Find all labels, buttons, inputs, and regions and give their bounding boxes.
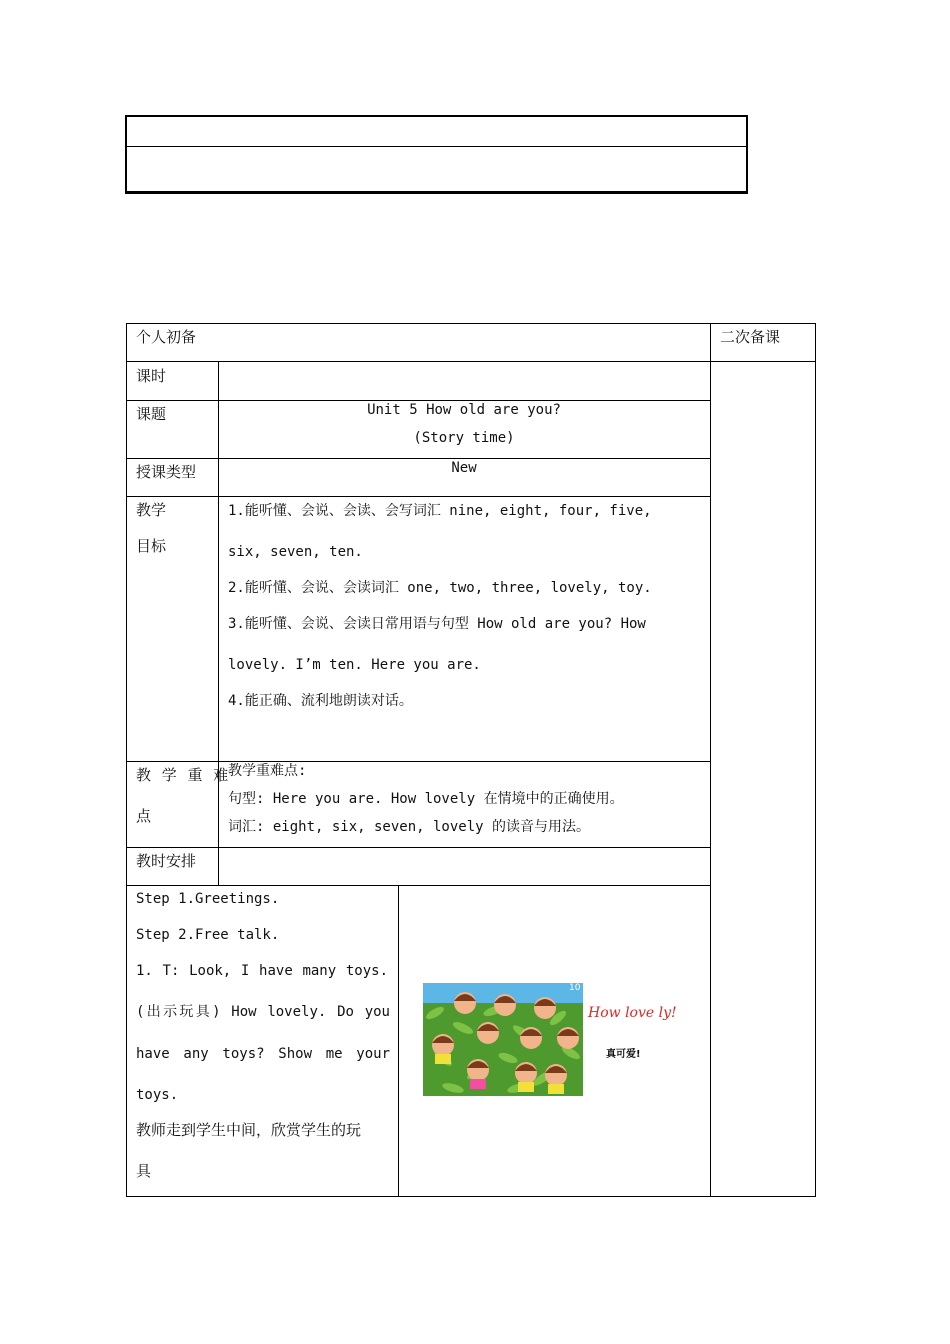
step-line: toys. (136, 1087, 179, 1103)
topic-subtitle: (Story time) (413, 430, 515, 446)
objectives-label: 教学 (136, 501, 167, 519)
objectives-label: 目标 (136, 537, 167, 555)
step-line: (出示玩具) How lovely. Do you (136, 1004, 390, 1020)
kids-illustration (423, 983, 583, 1096)
key-point-line: 词汇: eight, six, seven, lovely 的读音与用法。 (228, 819, 591, 835)
grid-line (126, 361, 816, 362)
grid-line (398, 885, 399, 1197)
column-header-initial-prep: 个人初备 (136, 328, 197, 346)
objective-line: 1.能听懂、会说、会读、会写词汇 nine, eight, four, five, (228, 503, 652, 519)
lesson-time-label: 课时 (136, 367, 167, 385)
caption-chinese: 真可爱! (606, 1049, 641, 1060)
objective-line: six, seven, ten. (228, 544, 363, 560)
key-points-label: 教 学 重 难 (136, 766, 232, 784)
step-line: 1. T: Look, I have many toys. (136, 963, 388, 979)
column-header-second-prep: 二次备课 (720, 328, 781, 346)
step-line: Step 2.Free talk. (136, 927, 280, 943)
step-line: 具 (136, 1162, 152, 1180)
objective-line: 3.能听懂、会说、会读日常用语与句型 How old are you? How (228, 616, 646, 632)
objective-line: 4.能正确、流利地朗读对话。 (228, 693, 413, 709)
objective-line: lovely. I’m ten. Here you are. (228, 657, 481, 673)
step-line: Step 1.Greetings. (136, 891, 280, 907)
step-line: have any toys? Show me your (136, 1046, 390, 1062)
step-line: 教师走到学生中间，欣赏学生的玩 (136, 1121, 362, 1139)
lesson-type-label: 授课类型 (136, 463, 197, 481)
objective-line: 2.能听懂、会说、会读词汇 one, two, three, lovely, toy. (228, 580, 652, 596)
header-table-divider (127, 146, 746, 147)
key-points-label: 点 (136, 807, 152, 825)
schedule-label: 教时安排 (136, 852, 197, 870)
header-table (125, 115, 748, 194)
grid-line (126, 885, 710, 886)
grid-line (710, 323, 711, 1197)
caption-how-lovely: How love ly! (588, 1005, 677, 1021)
grid-line (126, 496, 710, 497)
key-point-line: 教学重难点: (228, 763, 307, 779)
topic-label: 课题 (136, 405, 167, 423)
grid-line (126, 761, 710, 762)
topic-title: Unit 5 How old are you? (367, 402, 561, 418)
grid-line (126, 847, 710, 848)
illustration-page-number: 10 (569, 983, 581, 993)
key-point-line: 句型: Here you are. How lovely 在情境中的正确使用。 (228, 791, 624, 807)
lesson-type-value: New (451, 460, 477, 476)
